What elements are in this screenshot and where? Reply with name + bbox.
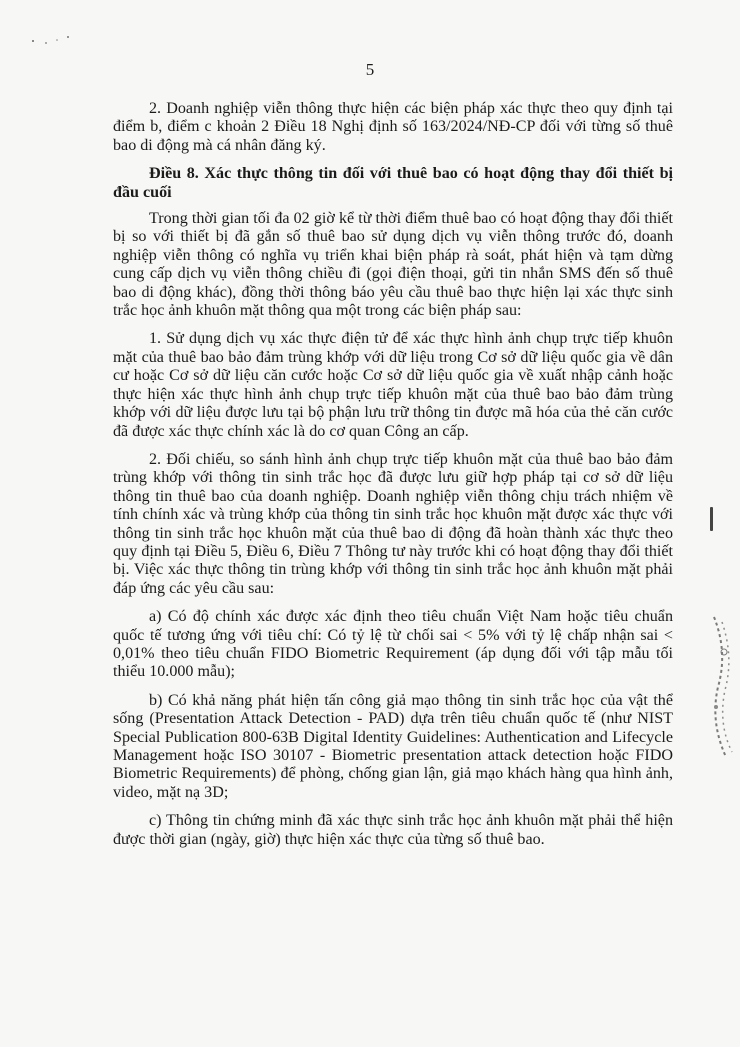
scan-speckles	[30, 34, 80, 46]
document-body	[113, 100, 673, 859]
paragraph-clause-2: 2. Doanh nghiệp viễn thông thực hiện các biện pháp xác thực theo quy định tại điểm b, điểm c khoản 2 Điều 18 Nghị định số 163/2024/NĐ-CP đối với từng số thuê bao di động mà cá nhân đăng ký.	[113, 100, 673, 154]
article-8-intro: Trong thời gian tối đa 02 giờ kể từ thời điểm thuê bao có hoạt động thay đổi thiết bị so với thiết bị đã gắn số thuê bao sử dụng dịch vụ viễn thông trước đó, doanh nghiệp viễn thông có nghĩa vụ triển khai biện pháp rà soát, phát hiện và tạm dừng cung cấp dịch vụ viễn thông chiều đi (gọi điện thoại, gửi tin nhắn SMS đến số thuê bao di động khác), đồng thời thông báo yêu cầu thuê bao thực hiện lại xác thực sinh trắc học ảnh khuôn mặt thông qua một trong các biện pháp sau:	[113, 210, 673, 320]
margin-mark	[710, 507, 713, 531]
article-8-item-2a: a) Có độ chính xác được xác định theo tiêu chuẩn Việt Nam hoặc tiêu chuẩn quốc tế tương ứng với tiêu chí: Có tỷ lệ từ chối sai < 5% với tỷ lệ chấp nhận sai < 0,01% theo tiêu chuẩn FIDO Biometric Requirement (áp dụng đối với tập mẫu tối thiểu 10.000 mẫu);	[113, 608, 673, 681]
page-number: 5	[365, 60, 375, 79]
seal-stamp-edge	[706, 612, 736, 762]
article-8-item-2b: b) Có khả năng phát hiện tấn công giả mạo thông tin sinh trắc học của vật thể sống (Presentation Attack Detection - PAD) dựa trên tiêu chuẩn quốc tế (như NIST Special Publication 800-63B Digital Identity Guidelines: Authentication and Lifecycle Management hoặc ISO 30107 - Biometric presentation attack detection hoặc FIDO Biometric Requirements) để phòng, chống gian lận, giả mạo khách hàng qua hình ảnh, video, mặt nạ 3D;	[113, 691, 673, 801]
article-8-item-1: 1. Sử dụng dịch vụ xác thực điện tử để xác thực hình ảnh chụp trực tiếp khuôn mặt của thuê bao bảo đảm trùng khớp với dữ liệu trong Cơ sở dữ liệu quốc gia về dân cư hoặc Cơ sở dữ liệu căn cước hoặc Cơ sở dữ liệu quốc gia về xuất nhập cảnh hoặc thực hiện xác thực hình ảnh chụp trực tiếp khuôn mặt của thuê bao bảo đảm trùng khớp với dữ liệu được lưu tại bộ phận lưu trữ thông tin được mã hóa của thẻ căn cước đã được xác thực chính xác là do cơ quan Công an cấp.	[113, 330, 673, 440]
article-8-heading: Điều 8. Xác thực thông tin đối với thuê bao có hoạt động thay đổi thiết bị đầu cuối	[113, 165, 673, 201]
article-8-item-2: 2. Đối chiếu, so sánh hình ảnh chụp trực tiếp khuôn mặt của thuê bao bảo đảm trùng khớp với thông tin sinh trắc học đã được lưu giữ hợp pháp tại cơ sở dữ liệu thông tin thuê bao của doanh nghiệp. Doanh nghiệp viễn thông chịu trách nhiệm về tính chính xác và trùng khớp của thông tin sinh trắc học khuôn mặt được xác thực với thông tin sinh trắc học khuôn mặt của thuê bao di động đã hoàn thành xác thực theo quy định tại Điều 5, Điều 6, Điều 7 Thông tư này trước khi có hoạt động thay đổi thiết bị. Việc xác thực thông tin trùng khớp với thông tin sinh trắc học ảnh khuôn mặt phải đáp ứng các yêu cầu sau:	[113, 450, 673, 597]
article-8-item-2c: c) Thông tin chứng minh đã xác thực sinh trắc học ảnh khuôn mặt phải thể hiện được thời gian (ngày, giờ) thực hiện xác thực của từng số thuê bao.	[113, 812, 673, 848]
